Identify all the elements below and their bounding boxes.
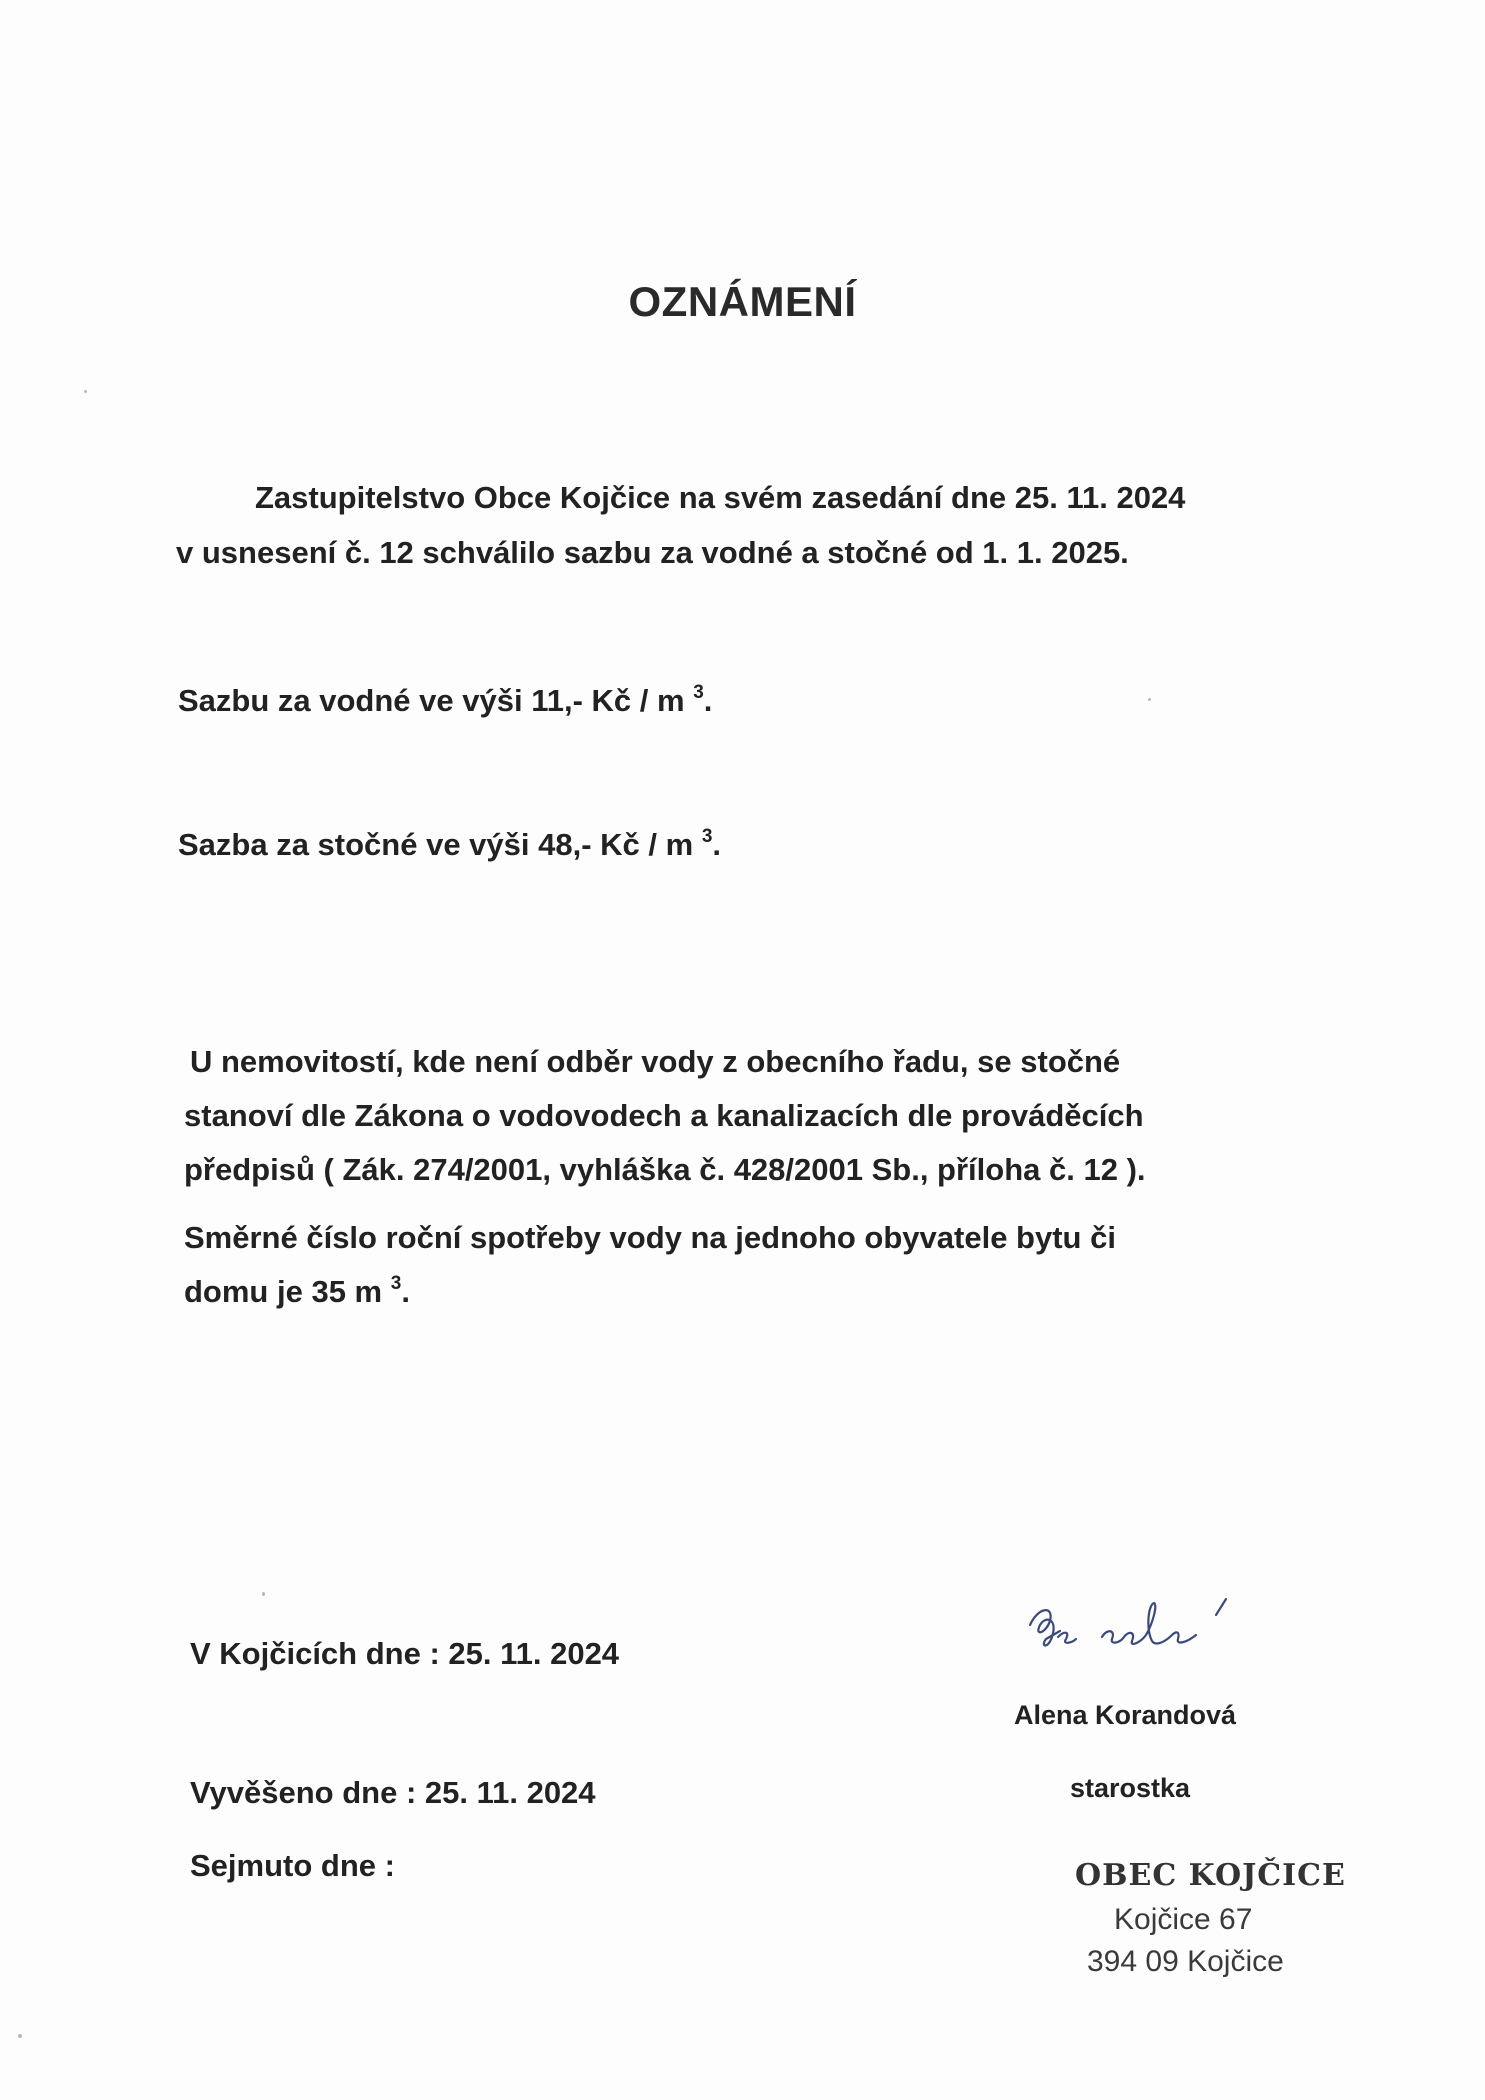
water-rate (178, 683, 712, 719)
signatory-role: starostka (1070, 1773, 1191, 1803)
scan-speck (18, 2034, 22, 2038)
place-date: V Kojčicích dne : 25. 11. 2024 (190, 1636, 620, 1671)
stamp-postal: 394 09 Kojčice (1087, 1945, 1284, 1978)
sewage-rate-suffix: . (712, 827, 722, 862)
note-line-5 (184, 1274, 410, 1310)
note-line-4: Směrné číslo roční spotřeby vody na jednoho obyvatele bytu či (184, 1220, 1116, 1255)
note-line-5-text: domu je 35 m (184, 1274, 383, 1309)
signature (1020, 1585, 1260, 1675)
note-line-1: U nemovitostí, kde není odběr vody z obecního řadu, se stočné (190, 1044, 1121, 1079)
note-line-5-exponent: 3 (390, 1273, 402, 1294)
water-rate-suffix: . (703, 683, 713, 718)
posted-date: Vyvěšeno dne : 25. 11. 2024 (190, 1775, 596, 1810)
note-line-3: předpisů ( Zák. 274/2001, vyhláška č. 428/2001 Sb., příloha č. 12 ). (184, 1152, 1146, 1187)
stamp-street: Kojčice 67 (1114, 1903, 1253, 1936)
scan-speck (1148, 698, 1151, 701)
removed-date: Sejmuto dne : (190, 1848, 395, 1883)
note-line-5-suffix: . (401, 1274, 410, 1309)
document-title: OZNÁMENÍ (628, 278, 857, 325)
note-line-2: stanoví dle Zákona o vodovodech a kanalizacích dle prováděcích (184, 1098, 1144, 1133)
intro-line-2: v usnesení č. 12 schválilo sazbu za vodné a stočné od 1. 1. 2025. (176, 535, 1129, 570)
sewage-rate-text: Sazba za stočné ve výši 48,- Kč / m (178, 827, 694, 862)
scan-speck (84, 390, 87, 393)
signatory-name: Alena Korandová (1014, 1700, 1237, 1730)
scan-speck (262, 1592, 265, 1596)
stamp-name: OBEC KOJČICE (1075, 1858, 1346, 1893)
intro-line-1: Zastupitelstvo Obce Kojčice na svém zasedání dne 25. 11. 2024 (255, 480, 1186, 515)
sewage-rate (178, 827, 721, 863)
water-rate-text: Sazbu za vodné ve výši 11,- Kč / m (178, 683, 685, 718)
water-rate-exponent: 3 (693, 682, 704, 703)
sewage-rate-exponent: 3 (701, 826, 713, 847)
